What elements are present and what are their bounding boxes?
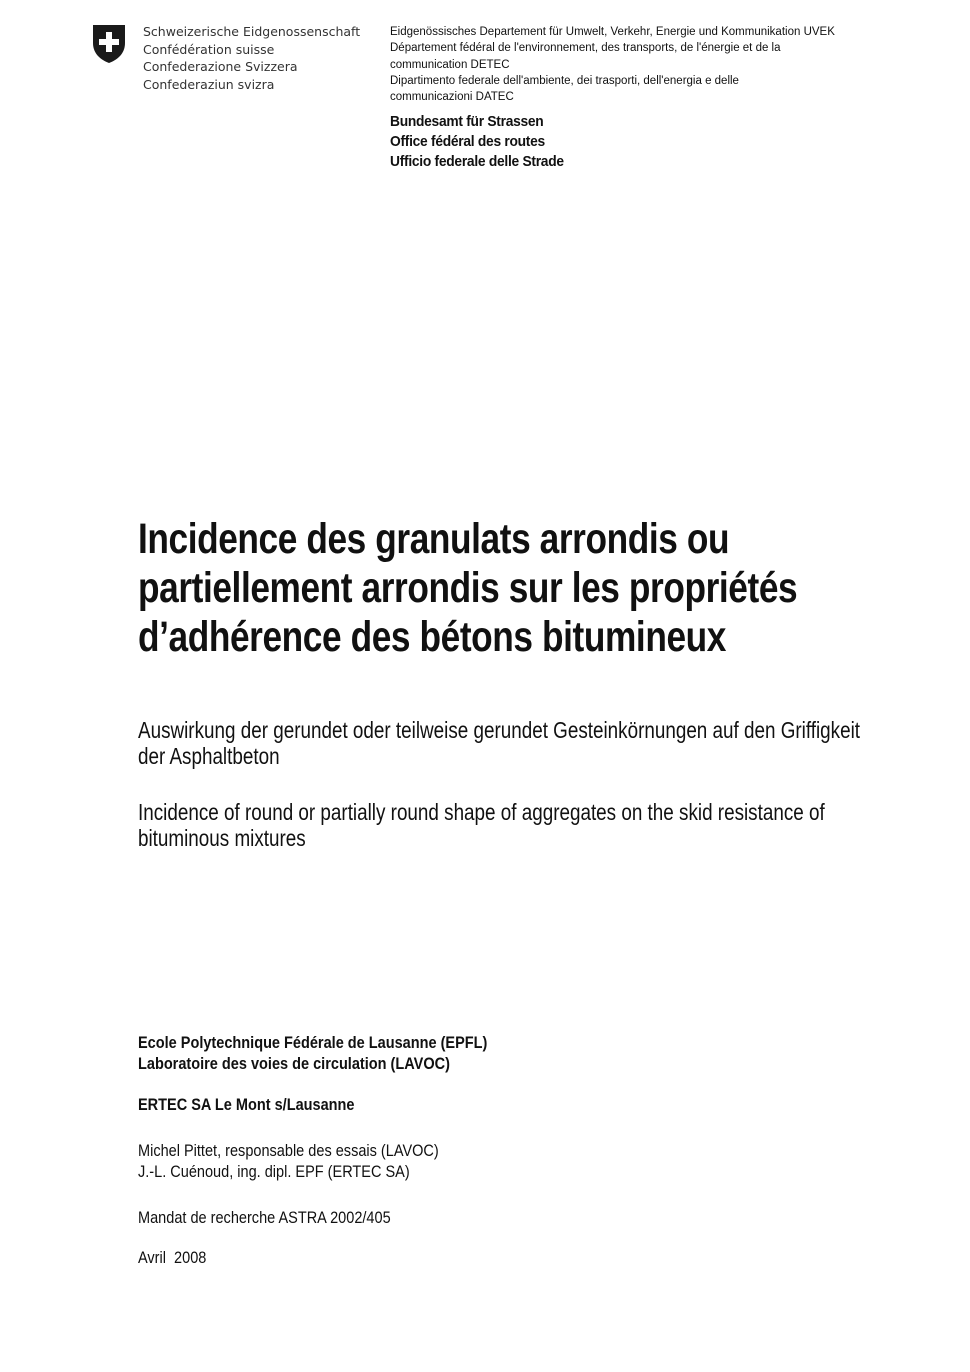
subtitle-line: der Asphaltbeton <box>138 743 280 769</box>
publication-date <box>138 1248 206 1269</box>
office-de: Bundesamt für Strassen <box>390 113 544 130</box>
institution-line: ERTEC SA Le Mont s/Lausanne <box>138 1096 355 1114</box>
subtitle-line: bituminous mixtures <box>138 825 306 851</box>
department-line: communicazioni DATEC <box>390 91 514 104</box>
title-line: Incidence des granulats arrondis ou <box>138 515 730 563</box>
research-mandate <box>138 1208 391 1229</box>
department-line: communication DETEC <box>390 58 510 71</box>
institution-epfl <box>138 1033 487 1075</box>
office-fr: Office fédéral des routes <box>390 133 545 150</box>
subtitle-english <box>138 799 876 851</box>
confederation-de: Schweizerische Eidgenossenschaft <box>143 24 361 39</box>
federal-logo <box>91 23 360 93</box>
subtitle-line: Auswirkung der gerundet oder teilweise gerundet Gesteinkörnungen auf den Griffigkeit <box>138 717 861 743</box>
confederation-fr: Confédération suisse <box>143 41 275 57</box>
subtitle-german <box>138 717 876 769</box>
swiss-shield-icon <box>91 23 127 65</box>
office-names <box>390 112 579 172</box>
department-line: Département fédéral de l'environnement, des transports, de l'énergie et de la <box>390 42 781 55</box>
department-names <box>390 24 890 105</box>
document-title <box>138 515 876 662</box>
institution-line: Ecole Polytechnique Fédérale de Lausanne (EPFL) <box>138 1034 488 1052</box>
subtitle-line: Incidence of round or partially round shape of aggregates on the skid resistance of <box>138 799 825 825</box>
authors <box>138 1141 439 1183</box>
author-line: Michel Pittet, responsable des essais (LAVOC) <box>138 1142 439 1160</box>
confederation-names <box>143 23 360 93</box>
title-line: partiellement arrondis sur les propriétés <box>138 564 798 612</box>
confederation-rm: Confederaziun svizra <box>143 76 275 92</box>
office-it: Ufficio federale delle Strade <box>390 153 564 170</box>
institution-line: Laboratoire des voies de circulation (LAVOC) <box>138 1055 450 1073</box>
author-line: J.-L. Cuénoud, ing. dipl. EPF (ERTEC SA) <box>138 1163 410 1181</box>
department-line: Eidgenössisches Departement für Umwelt, Verkehr, Energie und Kommunikation UVEK <box>390 26 835 38</box>
title-line: d’adhérence des bétons bitumineux <box>138 613 726 661</box>
department-line: Dipartimento federale dell'ambiente, dei trasporti, dell'energia e delle <box>390 74 739 87</box>
institution-ertec <box>138 1095 354 1116</box>
mandate-text: Mandat de recherche ASTRA 2002/405 <box>138 1209 391 1227</box>
date-text: Avril 2008 <box>138 1249 207 1267</box>
confederation-it: Confederazione Svizzera <box>143 59 298 74</box>
